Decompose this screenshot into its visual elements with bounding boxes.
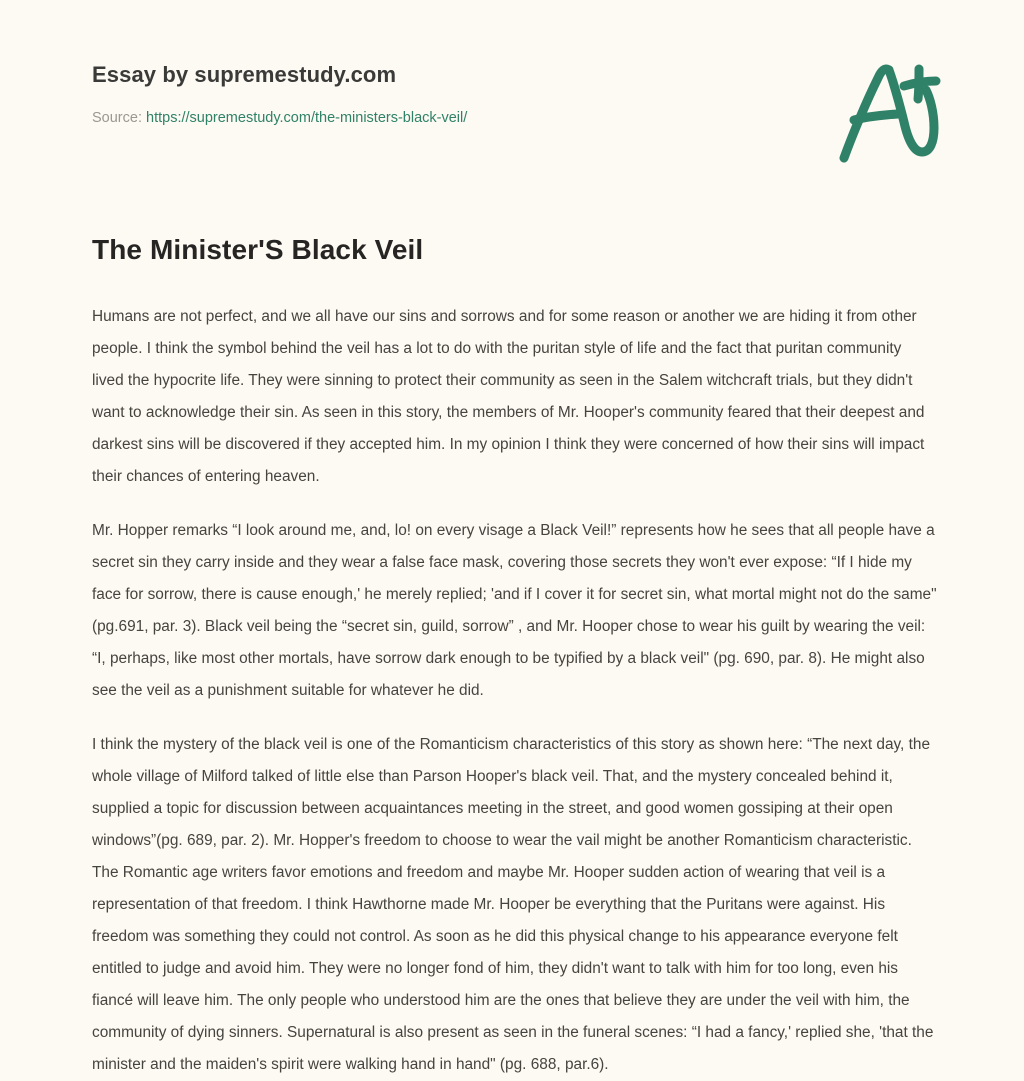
article-paragraph: Mr. Hopper remarks “I look around me, and, lo! on every visage a Black Veil!” represents how he sees that all people have a secret sin they carry inside and they wear a false face mask, covering those secrets they won't ever expose: “If I hide my face for sorrow, there is cause enough,' he merely replied; 'and if I cover it for secret sin, what mortal might not do the same" (pg.691, par. 3). Black veil being the “secret sin, guild, sorrow” , and Mr. Hooper chose to wear his guilt by wearing the veil: “I, perhaps, like most other mortals, have sorrow dark enough to be typified by a black veil" (pg. 690, par. 8). He might also see the veil as a punishment suitable for whatever he did. — [92, 522, 937, 699]
article-paragraph: Humans are not perfect, and we all have our sins and sorrows and for some reason or another we are hiding it from other people. I think the symbol behind the veil has a lot to do with the puritan style of life and the fact that puritan community lived the hypocrite life. They were sinning to protect their community as seen in the Salem witchcraft trials, but they didn't want to acknowledge their sin. As seen in this story, the members of Mr. Hooper's community feared that their deepest and darkest sins will be discovered if they accepted him. In my opinion I think they were concerned of how their sins will impact their chances of entering heaven. — [92, 308, 925, 485]
source-label: Source: — [92, 110, 142, 127]
source-url-link[interactable]: https://supremestudy.com/the-ministers-black-veil/ — [146, 110, 468, 127]
source-line — [92, 109, 932, 128]
article-paragraph: I think the mystery of the black veil is one of the Romanticism characteristics of this story as shown here: “The next day, the whole village of Milford talked of little else than Parson Hooper's black veil. That, and the mystery concealed behind it, supplied a topic for discussion between acquaintances meeting in the street, and good women gossiping at their open windows”(pg. 689, par. 2). Mr. Hopper's freedom to choose to wear the vail might be another Romanticism characteristic. The Romantic age writers favor emotions and freedom and maybe Mr. Hooper sudden action of wearing that veil is a representation of that freedom. I think Hawthorne made Mr. Hooper be everything that the Puritans were against. His freedom was something they could not control. As soon as he did this physical change to his appearance everyone felt entitled to judge and avoid him. They were no longer fond of him, they didn't want to talk with him for too long, even his fiancé will leave him. The only people who understood him are the ones that believe they are under the veil with him, the community of dying sinners. Supernatural is also present as seen in the funeral scenes: “I had a fancy,' replied she, 'that the minister and the maiden's spirit were walking hand in hand" (pg. 688, par.6). — [92, 736, 934, 1073]
article-body — [92, 301, 937, 1081]
attribution-heading: Essay by supremestudy.com — [92, 62, 397, 87]
a-plus-logo-icon — [832, 58, 952, 170]
site-header — [0, 0, 1024, 150]
article — [0, 232, 1024, 1081]
article-title: The Minister'S Black Veil — [92, 234, 424, 265]
